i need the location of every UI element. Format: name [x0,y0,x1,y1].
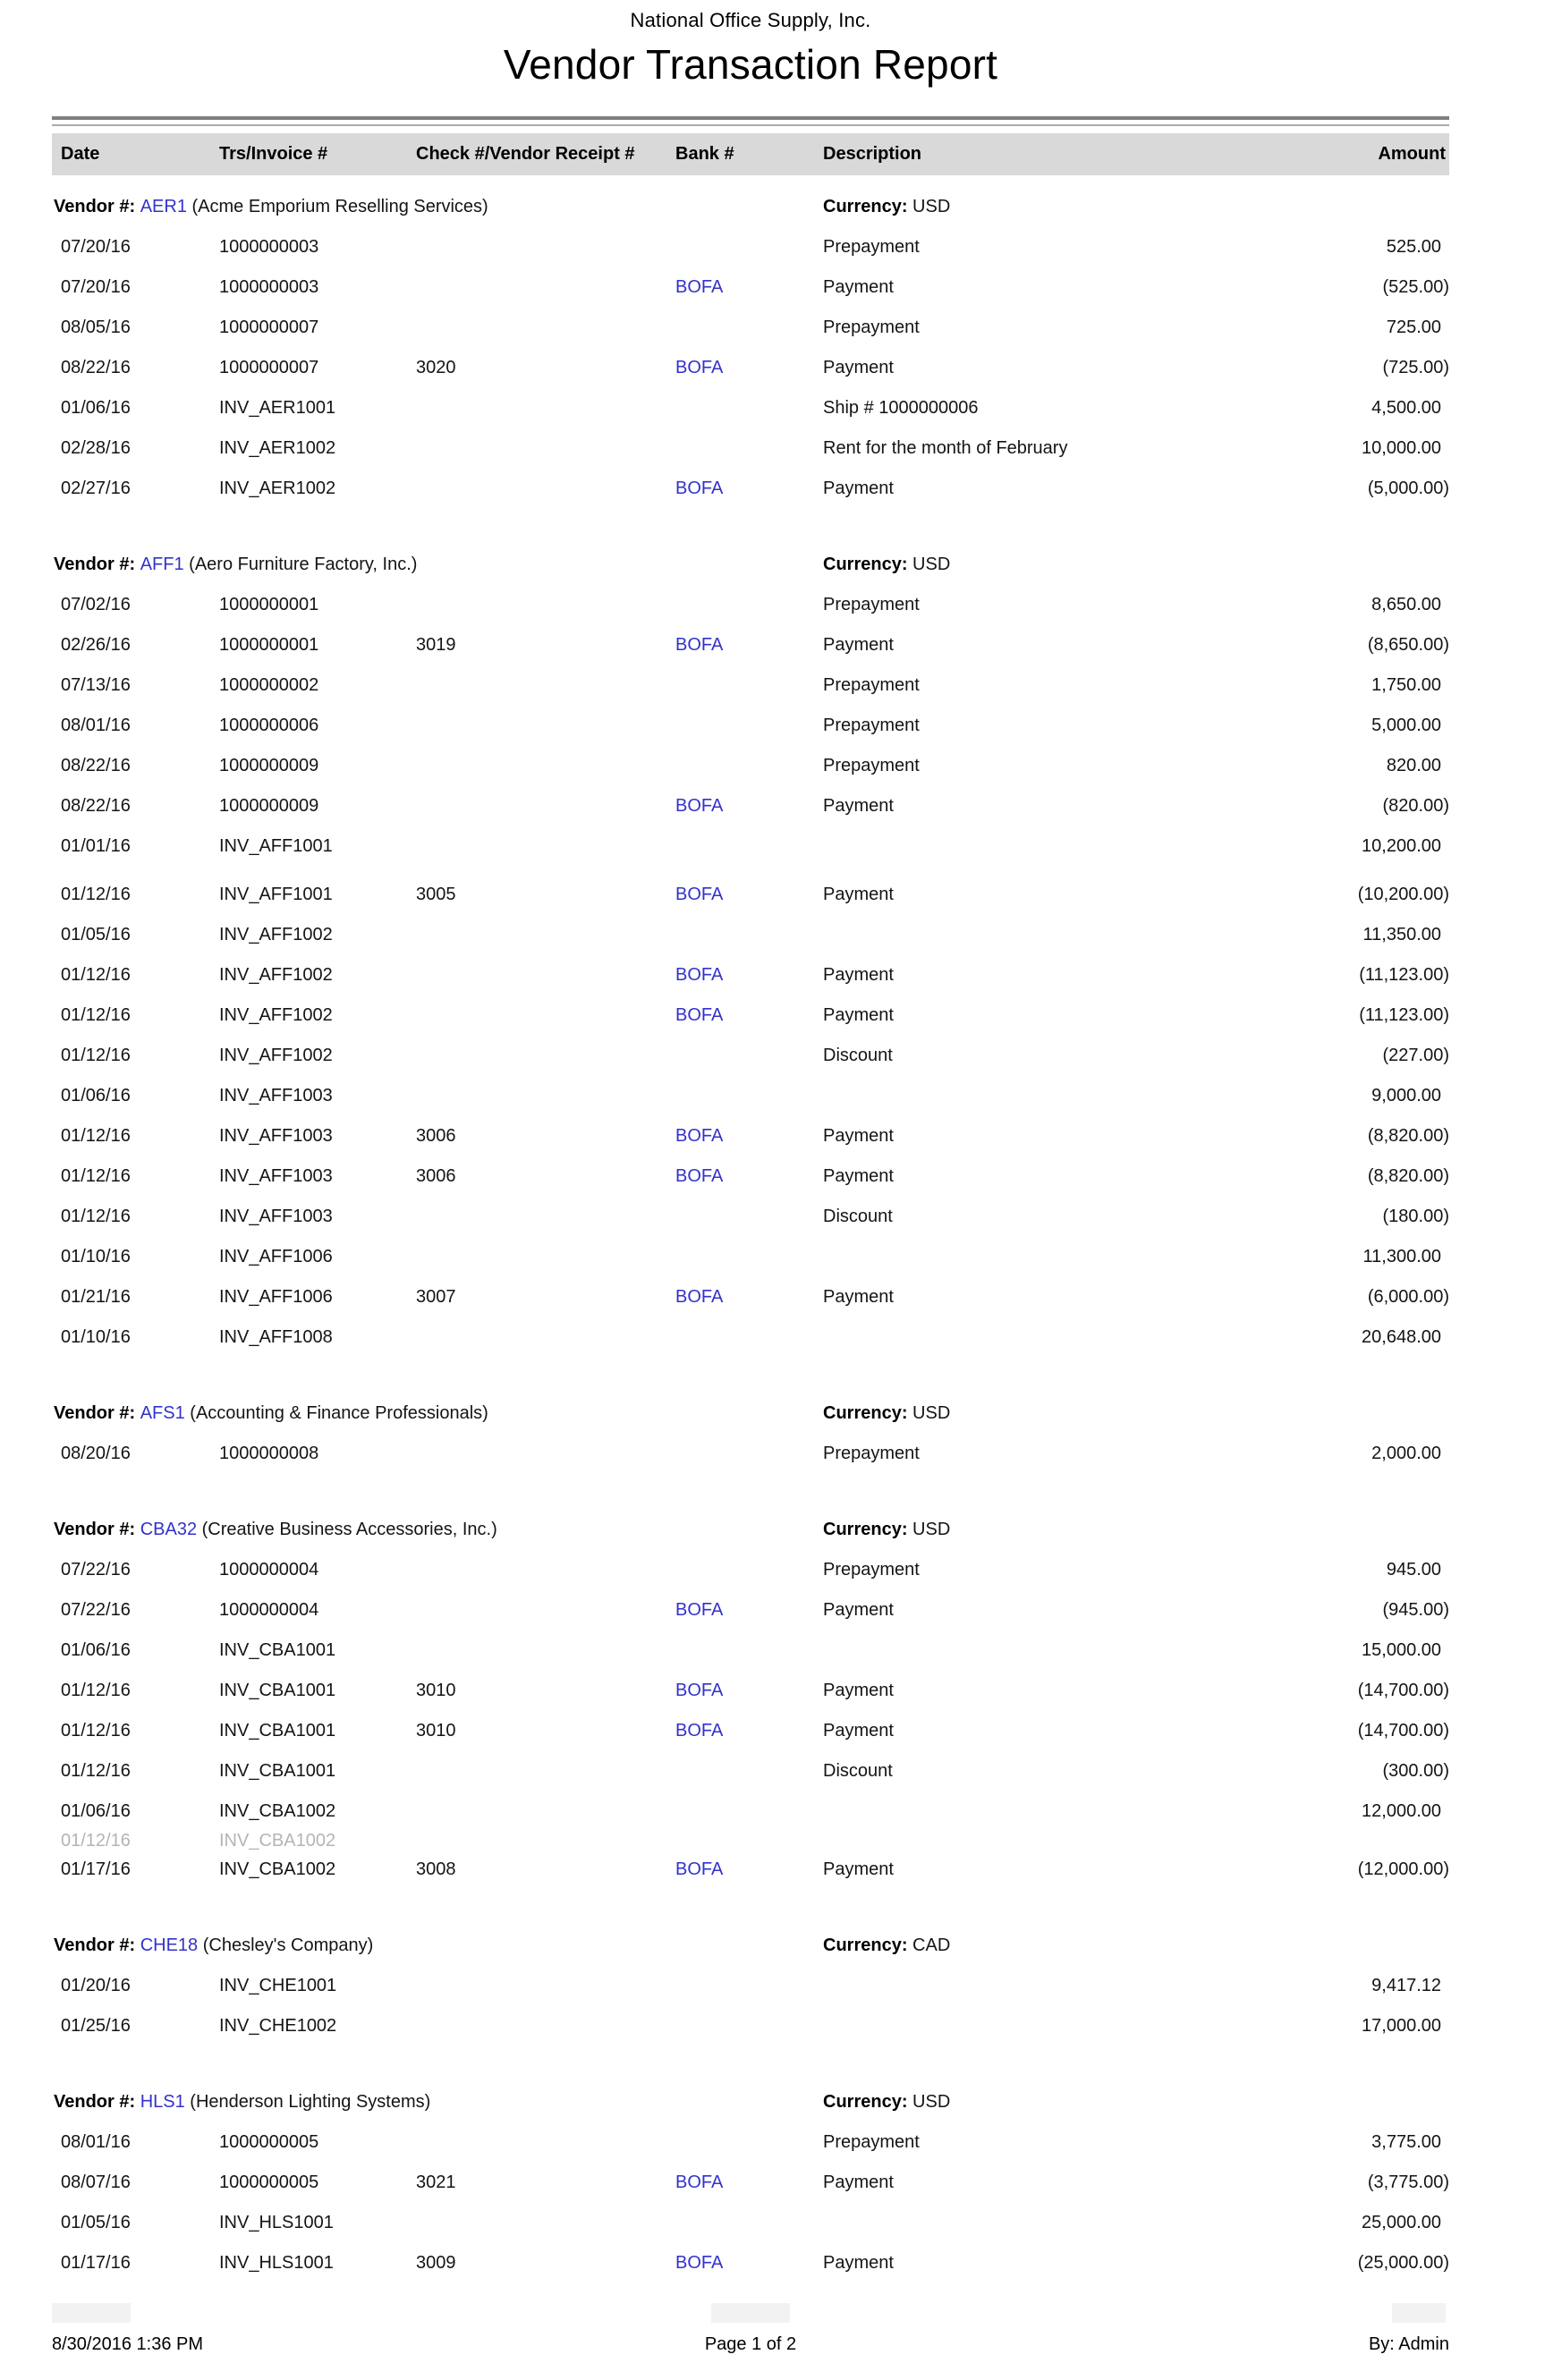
cell-description: Payment [823,635,894,655]
cell-amount: 2,000.00 [1371,1444,1441,1463]
vendor-rows [52,1434,1449,1474]
cell-trs-invoice: INV_AFF1003 [219,1207,333,1226]
cell-date: 08/01/16 [61,2132,131,2152]
vendor-label: Vendor #: [54,555,140,574]
cell-description: Discount [823,1046,893,1065]
vendor-label: Vendor #: [54,197,140,216]
currency-value: USD [912,197,951,216]
cell-trs-invoice: INV_CBA1001 [219,1721,336,1741]
cell-check-number: 3019 [416,635,456,655]
company-name: National Office Supply, Inc. [630,9,871,31]
transaction-row [52,1751,1449,1791]
cell-trs-invoice: INV_AFF1003 [219,1166,333,1186]
cell-bank-link[interactable]: BOFA [675,277,724,297]
vendor-rows [52,585,1449,1358]
vendor-rows [52,1966,1449,2046]
footer-shading [52,2303,1449,2323]
transaction-row [52,1076,1449,1116]
vendor-header [52,1393,1449,1434]
cell-amount: 725.00 [1386,318,1441,337]
cell-date: 08/05/16 [61,318,131,337]
vendor-header [52,1926,1449,1966]
cell-description: Payment [823,796,894,816]
cell-trs-invoice: INV_AFF1006 [219,1247,333,1266]
cell-trs-invoice: INV_AFF1002 [219,1005,333,1025]
vendor-code-link[interactable]: CBA32 [140,1520,198,1539]
transaction-row [52,1156,1449,1197]
cell-description: Ship # 1000000006 [823,398,979,418]
cell-trs-invoice: INV_AFF1001 [219,885,333,904]
vendor-name: (Acme Emporium Reselling Services) [191,197,488,216]
currency-value: USD [912,1520,951,1539]
cell-trs-invoice: INV_AFF1002 [219,965,333,985]
cell-bank-link[interactable]: BOFA [675,1166,724,1186]
cell-date: 02/28/16 [61,438,131,458]
transaction-row [52,1850,1449,1890]
footer-timestamp: 8/30/2016 1:36 PM [52,2334,204,2354]
cell-check-number: 3010 [416,1681,456,1700]
cell-amount: (12,000.00) [1357,1859,1449,1879]
cell-amount: (14,700.00) [1357,1681,1449,1700]
cell-amount: 25,000.00 [1362,2213,1441,2232]
currency-value: USD [912,1403,951,1423]
cell-description: Payment [823,1600,894,1620]
vendor-code-link[interactable]: HLS1 [140,2092,185,2112]
cell-amount: (8,820.00) [1367,1166,1449,1186]
transaction-row [52,2122,1449,2163]
cell-trs-invoice: 1000000003 [219,277,319,297]
cell-check-number: 3008 [416,1859,456,1879]
cell-description: Payment [823,2172,894,2192]
cell-amount: (180.00) [1382,1207,1449,1226]
cell-description: Payment [823,1005,894,1025]
cell-date: 01/12/16 [61,1166,131,1186]
cell-description: Payment [823,885,894,904]
transaction-row [52,1197,1449,1237]
cell-trs-invoice: INV_AER1001 [219,398,336,418]
currency-value: USD [912,2092,951,2112]
cell-description: Prepayment [823,675,920,695]
transaction-row [52,1966,1449,2006]
cell-amount: (8,650.00) [1367,635,1449,655]
cell-check-number: 3005 [416,885,456,904]
cell-trs-invoice: 1000000003 [219,237,319,257]
cell-bank-link[interactable]: BOFA [675,1859,724,1879]
cell-description: Rent for the month of February [823,438,1068,458]
cell-description: Payment [823,2253,894,2273]
cell-check-number: 3006 [416,1126,456,1146]
cell-trs-invoice: 1000000001 [219,595,319,614]
cell-trs-invoice: INV_AFF1003 [219,1086,333,1105]
cell-trs-invoice: INV_HLS1001 [219,2213,334,2232]
cell-date: 01/20/16 [61,1976,131,1995]
cell-description: Prepayment [823,716,920,735]
cell-date: 02/27/16 [61,479,131,498]
cell-date: 01/10/16 [61,1327,131,1347]
cell-check-number: 3020 [416,358,456,377]
cell-trs-invoice: INV_AFF1002 [219,1046,333,1065]
cell-check-number: 3006 [416,1166,456,1186]
cell-date: 01/21/16 [61,1287,131,1307]
transaction-row [52,1434,1449,1474]
cell-check-number: 3009 [416,2253,456,2273]
footer-author: By: Admin [1368,2334,1449,2354]
cell-date: 01/12/16 [61,1681,131,1700]
cell-amount: (725.00) [1382,358,1449,377]
transaction-row [52,2163,1449,2203]
cell-date: 01/17/16 [61,2253,131,2273]
vendor-section [52,1926,1449,2046]
cell-bank-link[interactable]: BOFA [675,2172,724,2192]
column-header-amount: Amount [1378,144,1446,164]
cell-amount: 820.00 [1386,756,1441,775]
cell-date: 07/20/16 [61,277,131,297]
cell-check-number: 3010 [416,1721,456,1741]
cell-check-number [416,1832,675,1838]
cell-description: Prepayment [823,756,920,775]
footer-page-number: Page 1 of 2 [704,2334,797,2354]
transaction-row [52,1832,1449,1850]
cell-description: Prepayment [823,1560,920,1580]
currency-label: Currency: [823,555,913,574]
cell-amount: (11,123.00) [1359,965,1449,985]
transaction-row [52,1116,1449,1156]
cell-date: 07/22/16 [61,1600,131,1620]
vendor-header [52,1510,1449,1550]
cell-description: Prepayment [823,595,920,614]
header-divider [52,116,1449,126]
cell-date: 01/12/16 [61,1126,131,1146]
cell-amount: (10,200.00) [1357,885,1449,904]
cell-description: Payment [823,479,894,498]
cell-bank-link[interactable]: BOFA [675,1005,724,1025]
transaction-row [52,2006,1449,2046]
vendor-code-link[interactable]: AFS1 [140,1403,185,1423]
vendor-label: Vendor #: [54,2092,140,2112]
transaction-row [52,826,1449,867]
transaction-row [52,1036,1449,1076]
cell-trs-invoice: INV_AER1002 [219,479,336,498]
cell-amount: (25,000.00) [1357,2253,1449,2273]
transaction-row [52,995,1449,1036]
cell-bank-link[interactable]: BOFA [675,965,724,985]
cell-trs-invoice: INV_AFF1003 [219,1126,333,1146]
cell-description: Discount [823,1207,893,1226]
cell-bank-link[interactable]: BOFA [675,2253,724,2273]
cell-amount: (300.00) [1382,1761,1449,1781]
cell-description: Discount [823,1761,893,1781]
transaction-row [52,1550,1449,1590]
cell-date: 01/01/16 [61,836,131,856]
cell-amount: 1,750.00 [1371,675,1441,695]
cell-date: 07/02/16 [61,595,131,614]
cell-amount: (5,000.00) [1367,479,1449,498]
cell-trs-invoice: 1000000005 [219,2172,319,2192]
cell-description: Payment [823,358,894,377]
cell-trs-invoice: 1000000009 [219,796,319,816]
vendor-header [52,2082,1449,2122]
cell-trs-invoice: 1000000007 [219,318,319,337]
report-footer [52,2334,1449,2355]
cell-trs-invoice: INV_CBA1002 [219,1831,336,1851]
vendor-label: Vendor #: [54,1520,140,1539]
cell-amount: 17,000.00 [1362,2016,1441,2036]
cell-date: 08/07/16 [61,2172,131,2192]
cell-amount: (14,700.00) [1357,1721,1449,1741]
transaction-row [52,1711,1449,1751]
cell-description: Payment [823,277,894,297]
cell-description: Prepayment [823,237,920,257]
cell-date: 01/12/16 [61,885,131,904]
cell-date: 08/22/16 [61,796,131,816]
footer-shade-left [52,2303,131,2323]
transaction-row [52,665,1449,706]
cell-date: 01/06/16 [61,1801,131,1821]
cell-date: 01/05/16 [61,925,131,944]
cell-trs-invoice: INV_AFF1006 [219,1287,333,1307]
divider-line-light [52,124,1449,126]
cell-trs-invoice: INV_AFF1008 [219,1327,333,1347]
cell-amount: 3,775.00 [1371,2132,1441,2152]
cell-trs-invoice: INV_HLS1001 [219,2253,334,2273]
cell-date: 08/01/16 [61,716,131,735]
cell-amount: 9,417.12 [1371,1976,1441,1995]
transaction-row [52,875,1449,915]
cell-amount: 9,000.00 [1371,1086,1441,1105]
vendor-label: Vendor #: [54,1403,140,1423]
cell-trs-invoice: INV_AER1002 [219,438,336,458]
vendor-code-link[interactable]: AFF1 [140,555,184,574]
cell-amount: (227.00) [1382,1046,1449,1065]
cell-date: 07/22/16 [61,1560,131,1580]
cell-trs-invoice: 1000000004 [219,1560,319,1580]
cell-amount: 10,000.00 [1362,438,1441,458]
cell-date: 01/12/16 [61,1721,131,1741]
currency-label: Currency: [823,2092,913,2112]
transaction-row [52,2243,1449,2283]
transaction-row [52,1317,1449,1358]
cell-bank-link[interactable]: BOFA [675,1600,724,1620]
transaction-row [52,746,1449,786]
transaction-row [52,625,1449,665]
cell-amount: 11,350.00 [1362,925,1441,944]
cell-bank-link[interactable]: BOFA [675,796,724,816]
transaction-row [52,1671,1449,1711]
transaction-row [52,915,1449,955]
vendor-section [52,1510,1449,1890]
cell-trs-invoice: INV_CBA1001 [219,1681,336,1700]
cell-description: Prepayment [823,2132,920,2152]
cell-trs-invoice: INV_AFF1002 [219,925,333,944]
vendor-name: (Accounting & Finance Professionals) [190,1403,488,1423]
cell-amount: 5,000.00 [1371,716,1441,735]
cell-description [823,1832,1217,1838]
currency-value: USD [912,555,951,574]
cell-date: 01/06/16 [61,1086,131,1105]
currency-label: Currency: [823,197,913,216]
cell-trs-invoice: INV_AFF1001 [219,836,333,856]
transaction-row [52,1237,1449,1277]
cell-bank-link[interactable]: BOFA [675,885,724,904]
cell-amount: 525.00 [1386,237,1441,257]
cell-amount: (525.00) [1382,277,1449,297]
cell-date: 01/06/16 [61,1640,131,1660]
vendor-header [52,187,1449,227]
cell-bank-link[interactable]: BOFA [675,1126,724,1146]
currency-label: Currency: [823,1935,913,1955]
transaction-row [52,469,1449,509]
column-header-bank: Bank # [675,144,734,164]
cell-amount: (820.00) [1382,796,1449,816]
transaction-row [52,267,1449,308]
transaction-row [52,955,1449,995]
transaction-row [52,1630,1449,1671]
vendor-label: Vendor #: [54,1935,140,1955]
cell-amount: 12,000.00 [1362,1801,1441,1821]
cell-date: 01/12/16 [61,1207,131,1226]
cell-description: Payment [823,1721,894,1741]
cell-trs-invoice: 1000000001 [219,635,319,655]
cell-bank-link[interactable]: BOFA [675,635,724,655]
cell-description: Prepayment [823,318,920,337]
transaction-row [52,706,1449,746]
cell-description: Payment [823,1126,894,1146]
cell-date: 01/12/16 [61,1005,131,1025]
cell-amount: (8,820.00) [1367,1126,1449,1146]
cell-amount: 11,300.00 [1362,1247,1441,1266]
vendor-name: (Creative Business Accessories, Inc.) [201,1520,497,1539]
page-title: Vendor Transaction Report [503,41,998,88]
cell-description: Payment [823,965,894,985]
cell-bank-link[interactable]: BOFA [675,358,724,377]
vendor-section [52,545,1449,1358]
report-body [52,187,1449,2283]
cell-trs-invoice: INV_CHE1001 [219,1976,337,1995]
cell-date: 01/12/16 [61,1046,131,1065]
column-header-date: Date [61,144,100,164]
vendor-rows [52,227,1449,509]
transaction-row [52,1791,1449,1832]
cell-bank-link[interactable]: BOFA [675,1287,724,1307]
transaction-row [52,2203,1449,2243]
cell-date: 07/20/16 [61,237,131,257]
transaction-row [52,388,1449,428]
currency-label: Currency: [823,1520,913,1539]
currency-label: Currency: [823,1403,913,1423]
cell-date: 01/06/16 [61,398,131,418]
transaction-row [52,1590,1449,1630]
cell-date: 02/26/16 [61,635,131,655]
cell-amount [1217,1832,1449,1838]
vendor-name: (Chesley's Company) [202,1935,374,1955]
vendor-section [52,187,1449,509]
cell-trs-invoice: INV_CBA1002 [219,1859,336,1879]
vendor-section [52,2082,1449,2283]
cell-description: Payment [823,1287,894,1307]
cell-date: 07/13/16 [61,675,131,695]
vendor-section [52,1393,1449,1474]
cell-date: 08/22/16 [61,756,131,775]
cell-trs-invoice: INV_CBA1001 [219,1640,336,1660]
cell-trs-invoice: 1000000004 [219,1600,319,1620]
cell-date: 01/10/16 [61,1247,131,1266]
transaction-row [52,308,1449,348]
cell-amount: 945.00 [1386,1560,1441,1580]
cell-bank [675,1832,823,1838]
cell-date: 01/05/16 [61,2213,131,2232]
vendor-rows [52,1550,1449,1890]
vendor-code-link[interactable]: CHE18 [140,1935,199,1955]
cell-trs-invoice: 1000000002 [219,675,319,695]
cell-trs-invoice: 1000000007 [219,358,319,377]
column-header-check: Check #/Vendor Receipt # [416,144,635,164]
cell-trs-invoice: 1000000006 [219,716,319,735]
cell-amount: 4,500.00 [1371,398,1441,418]
cell-description: Prepayment [823,1444,920,1463]
cell-amount: (3,775.00) [1367,2172,1449,2192]
cell-trs-invoice: 1000000005 [219,2132,319,2152]
cell-amount: 8,650.00 [1371,595,1441,614]
column-header-description: Description [823,144,922,164]
cell-date: 08/20/16 [61,1444,131,1463]
vendor-rows [52,2122,1449,2283]
footer-shade-right [1392,2303,1446,2323]
cell-check-number: 3021 [416,2172,456,2192]
cell-trs-invoice: INV_CBA1002 [219,1801,336,1821]
transaction-row [52,786,1449,826]
cell-date: 01/25/16 [61,2016,131,2036]
cell-description: Payment [823,1166,894,1186]
cell-date: 01/17/16 [61,1859,131,1879]
cell-date: 08/22/16 [61,358,131,377]
transaction-row [52,428,1449,469]
cell-bank-link[interactable]: BOFA [675,1681,724,1700]
column-header-trs-invoice: Trs/Invoice # [219,144,328,164]
cell-bank-link[interactable]: BOFA [675,1721,724,1741]
transaction-row [52,1277,1449,1317]
vendor-header [52,545,1449,585]
transaction-row [52,348,1449,388]
cell-amount: 20,648.00 [1362,1327,1441,1347]
table-header [52,133,1449,175]
cell-date: 01/12/16 [61,1761,131,1781]
transaction-row [52,585,1449,625]
cell-check-number: 3007 [416,1287,456,1307]
transaction-row [52,227,1449,267]
vendor-name: (Aero Furniture Factory, Inc.) [189,555,418,574]
vendor-code-link[interactable]: AER1 [140,197,187,216]
cell-trs-invoice: 1000000008 [219,1444,319,1463]
cell-amount: 15,000.00 [1362,1640,1441,1660]
cell-amount: (945.00) [1382,1600,1449,1620]
footer-shade-center [711,2303,790,2323]
cell-amount: (6,000.00) [1367,1287,1449,1307]
cell-bank-link[interactable]: BOFA [675,479,724,498]
cell-description: Payment [823,1859,894,1879]
cell-date: 01/12/16 [61,1831,131,1851]
cell-trs-invoice: INV_CHE1002 [219,2016,337,2036]
cell-trs-invoice: 1000000009 [219,756,319,775]
cell-trs-invoice: INV_CBA1001 [219,1761,336,1781]
vendor-name: (Henderson Lighting Systems) [190,2092,431,2112]
cell-amount: 10,200.00 [1362,836,1441,856]
currency-value: CAD [912,1935,951,1955]
cell-description: Payment [823,1681,894,1700]
cell-amount: (11,123.00) [1359,1005,1449,1025]
cell-date: 01/12/16 [61,965,131,985]
